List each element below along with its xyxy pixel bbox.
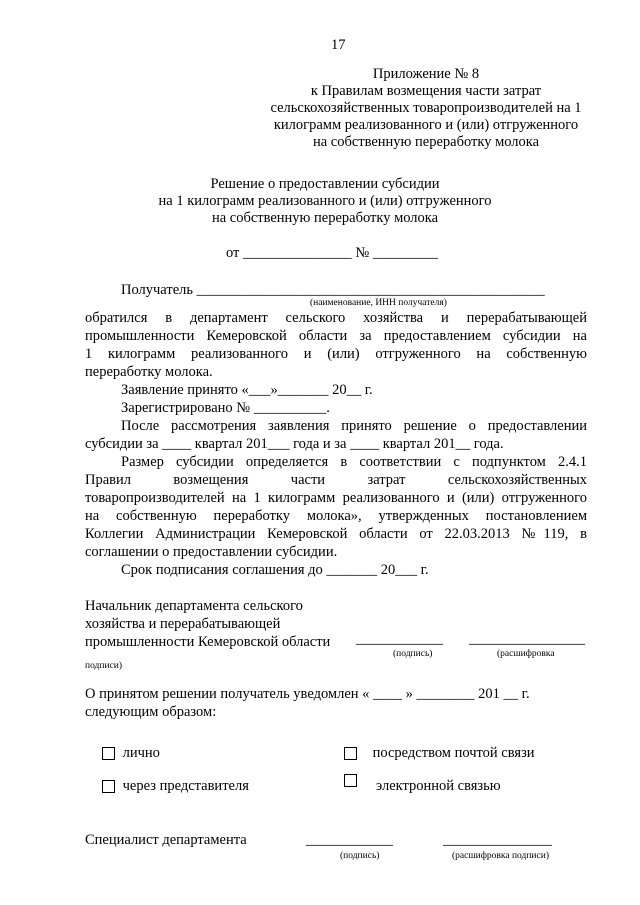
head-title-line-2: хозяйства и перерабатывающей [85,616,281,632]
checkbox-mail[interactable] [344,747,357,760]
option-mail-label: посредством почтой связи [372,745,535,761]
head-name-caption: (расшифровка [497,649,555,659]
signing-deadline: Срок подписания соглашения до _______ 20___ г. [121,562,429,578]
head-title-line-1: Начальник департамента сельского [85,598,303,614]
option-electronic-label: электронной связью [376,778,501,794]
option-in-person [102,745,160,762]
title-line-3: на собственную переработку молока [211,210,439,226]
checkbox-electronic[interactable] [344,774,357,787]
head-signature-caption: (подпись) [393,649,433,659]
appendix-line-4: килограмм реализованного и (или) отгруженного [273,117,579,133]
body-p2-line-2: субсидии за ____ квартал 201___ года и за ____ квартал 201__ года. [85,436,504,452]
title-line-2: на 1 килограмм реализованного и (или) отгруженного [158,193,492,209]
notification-line-2: следующим образом: [85,704,217,720]
appendix-line-2: к Правилам возмещения части затрат [310,83,542,99]
head-name-caption-cont: подписи) [85,661,123,671]
body-p1-line-4: переработку молока. [85,364,213,380]
body-p1-line-2: промышленности Кемеровской области за предоставлением субсидии на [85,328,587,344]
recipient-line: Получатель ________________________________________________ [121,282,545,298]
option-electronic-box [344,772,357,789]
head-title-line-3: промышленности Кемеровской области [85,634,331,650]
body-p1-line-3: 1 килограмм реализованного и (или) отгруженного на собственную [85,346,587,362]
document-title [130,176,520,227]
body-p3-line-3: товаропроизводителей на 1 килограмм реализованного и (или) отгруженного [85,490,587,506]
option-in-person-label: лично [122,745,160,761]
body-p3-line-2: Правил возмещения части затрат сельскохозяйственных [85,472,587,488]
specialist-name-caption: (расшифровка подписи) [452,851,549,861]
body-p2-line-1: После рассмотрения заявления принято решение о предоставлении [121,418,587,434]
page-number: 17 [331,37,346,53]
title-line-1: Решение о предоставлении субсидии [210,176,440,192]
specialist-label: Специалист департамента [85,832,247,848]
notification-line-1: О принятом решении получатель уведомлен « ____ » ________ 201 __ г. [85,686,530,702]
head-name-blank: ________________ [469,631,585,647]
checkbox-representative[interactable] [102,780,115,793]
registration-number: Зарегистрировано № __________. [121,400,330,416]
head-signature-blank: ____________ [356,631,443,647]
specialist-signature-caption: (подпись) [340,851,380,861]
appendix-line-1: Приложение № 8 [372,66,480,82]
appendix-line-5: на собственную переработку молока [312,134,540,150]
application-accepted: Заявление принято «___»_______ 20__ г. [121,382,373,398]
appendix-line-3: сельскохозяйственных товаропроизводителей на 1 [270,100,582,116]
body-p3-line-4: на собственную переработку молока», утвержденных постановлением [85,508,587,524]
specialist-signature-blank: ____________ [306,832,393,848]
body-p3-line-5: Коллегии Администрации Кемеровской области от 22.03.2013 №119, в [85,526,587,542]
date-number-line: от _______________ № _________ [226,245,439,261]
body-p3-line-1: Размер субсидии определяется в соответствии с подпунктом 2.4.1 [121,454,587,470]
body-p3-line-6: соглашении о предоставлении субсидии. [85,544,338,560]
checkbox-in-person[interactable] [102,747,115,760]
option-representative [102,778,249,795]
option-representative-label: через представителя [122,778,249,794]
appendix-header [250,66,602,151]
option-mail [344,745,535,762]
specialist-name-blank: _______________ [443,832,552,848]
recipient-hint: (наименование, ИНН получателя) [310,298,447,308]
body-p1-line-1: обратился в департамент сельского хозяйства и перерабатывающей [85,310,587,326]
